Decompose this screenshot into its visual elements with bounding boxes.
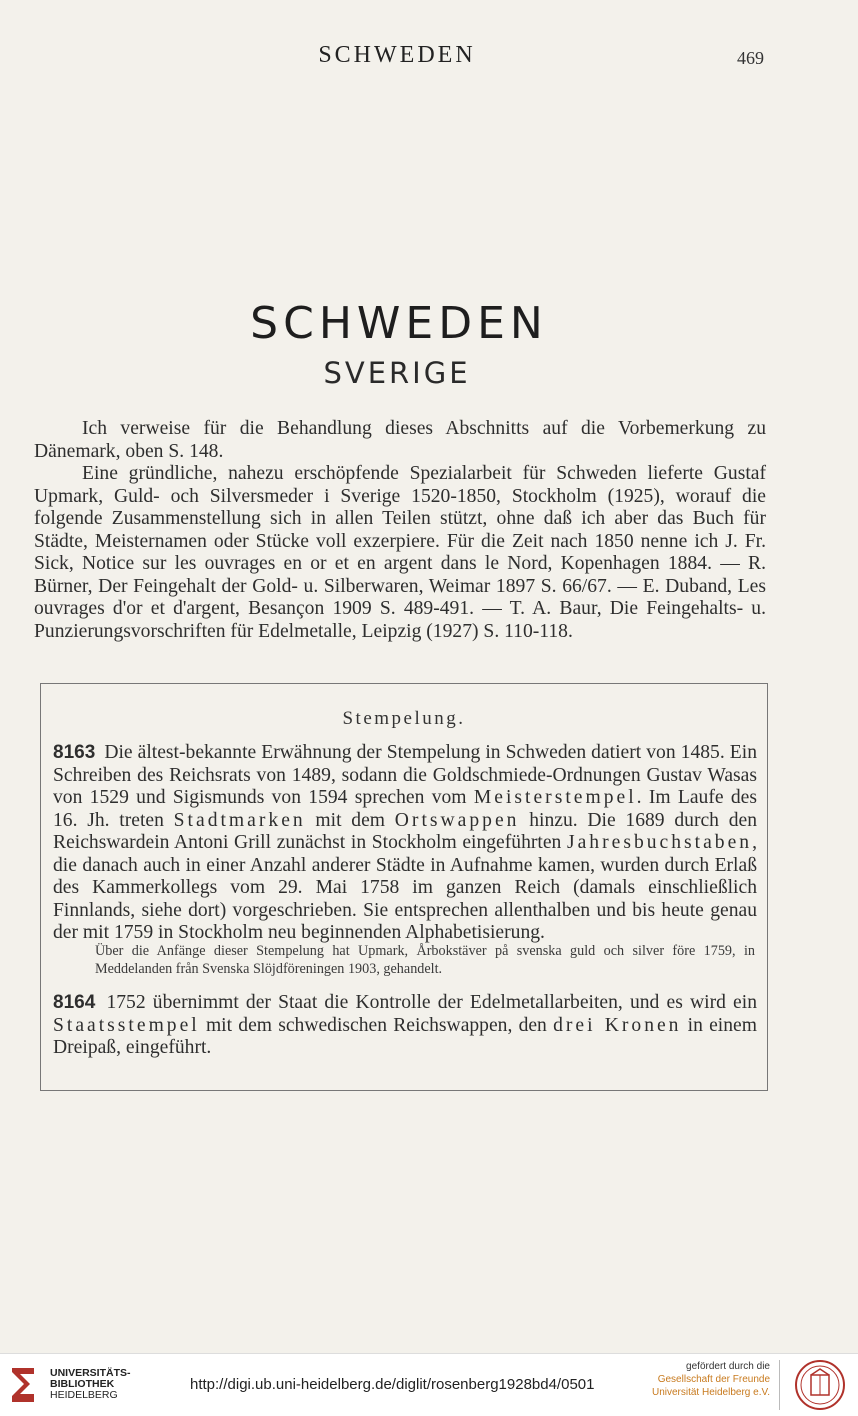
university-seal-icon	[794, 1359, 846, 1411]
entry-8164	[53, 992, 757, 1060]
spaced-term: Ortswappen	[394, 809, 520, 831]
sponsor-line: gefördert durch die	[686, 1361, 770, 1372]
page-number: 469	[737, 48, 764, 68]
entry-text: mit dem	[305, 809, 395, 831]
section-heading: Stempelung.	[342, 708, 466, 729]
spaced-term: Stadtmarken	[173, 809, 306, 831]
spaced-term: drei Kronen	[553, 1014, 682, 1036]
library-name-line: HEIDELBERG	[50, 1389, 118, 1401]
intro-text	[34, 418, 766, 643]
library-name-line: BIBLIOTHEK	[50, 1378, 115, 1390]
entry-text: hinzu. Die 1689 durch den Reichswardein Antoni Grill zunächst in Stockholm eingeführten	[53, 809, 757, 853]
intro-paragraph-1: Ich verweise für die Behandlung dieses Abschnitts auf die Vorbemerkung zu Dänemark, oben S. 148.	[34, 418, 766, 462]
running-head	[0, 42, 858, 74]
entry-text: in einem Dreipaß, eingeführt.	[53, 1014, 757, 1058]
entry-number: 8163	[53, 742, 96, 763]
sponsor-credit	[652, 1360, 770, 1399]
sponsor-line: Gesellschaft der Freunde	[657, 1374, 770, 1385]
library-logo-icon	[8, 1364, 38, 1406]
spaced-term: Staatsstempel	[53, 1014, 200, 1036]
entry-text: , die danach auch in einer Anzahl anderer Städte in Aufnahme kamen, wurden durch Erlaß des Kammerkollegs vom 29. Mai 1758 im ganzen Reich (damals einschließlich Finnlands, siehe dort) vorgeschrieben. Sie entsprechen allenthalben und bis heute genau der mit 1759 in Stockholm neu beginnenden Alphabetisierung.	[53, 832, 757, 943]
entry-text: mit dem schwedischen Reichswappen, den	[199, 1014, 554, 1036]
stempelung-box	[40, 683, 768, 1091]
footer-divider	[779, 1360, 780, 1410]
library-name-line: UNIVERSITÄTS-	[50, 1367, 131, 1379]
entry-text: Die ältest-bekannte Erwähnung der Stempelung in Schweden datiert von 1485. Ein Schreiben des Reichsrats von 1489, sodann die Goldschmiede-Ordnungen Gustav Wasas von 1529 und Sigismunds von 1594 sprechen vom	[53, 742, 757, 808]
entry-text: 1752 übernimmt der Staat die Kontrolle der Edelmetallarbeiten, und es wird ein	[106, 992, 757, 1013]
spaced-term: Jahresbuchstaben	[566, 832, 753, 853]
chapter-title: SCHWEDEN	[250, 298, 548, 349]
sponsor-line: Universität Heidelberg e.V.	[651, 1387, 770, 1398]
entry-text: . Im Laufe des 16. Jh. treten	[53, 787, 757, 831]
running-head-title: SCHWEDEN	[318, 42, 476, 68]
entry-8163	[53, 742, 757, 945]
viewer-footer	[0, 1353, 858, 1416]
footnote: Über die Anfänge dieser Stempelung hat Upmark, Årbokstäver på svenska guld och silver före 1759, in Meddelanden från Svenska Slöjdföreningen 1903, gehandelt.	[95, 943, 755, 977]
spaced-term: Meisterstempel	[473, 787, 637, 808]
chapter-subtitle: SVERIGE	[323, 356, 471, 390]
intro-paragraph-2: Eine gründliche, nahezu erschöpfende Spezialarbeit für Schweden lieferte Gustaf Upmark, Guld- och Silversmeder i Sverige 1520-1850, Stockholm (1925), worauf die folgende Zusammenstellung sich in allen Teilen stützt, ohne daß ich aber das Buch für Städte, Meisternamen oder Stücke voll exzerpiere. Für die Zeit nach 1850 nenne ich J. Fr. Sick, Notice sur les ouvrages en or et en argent dans le Nord, Kopenhagen 1884. — R. Bürner, Der Feingehalt der Gold- u. Silberwaren, Weimar 1897 S. 66/67. — E. Duband, Les ouvrages d'or et d'argent, Besançon 1909 S. 489-491. — T. A. Baur, Die Feingehalts- u. Punzierungsvorschriften für Edelmetalle, Leipzig (1927) S. 110-118.	[34, 463, 766, 642]
entry-number: 8164	[53, 992, 96, 1013]
library-name	[50, 1368, 131, 1401]
permalink[interactable]: http://digi.ub.uni-heidelberg.de/diglit/rosenberg1928bd4/0501	[190, 1376, 595, 1393]
